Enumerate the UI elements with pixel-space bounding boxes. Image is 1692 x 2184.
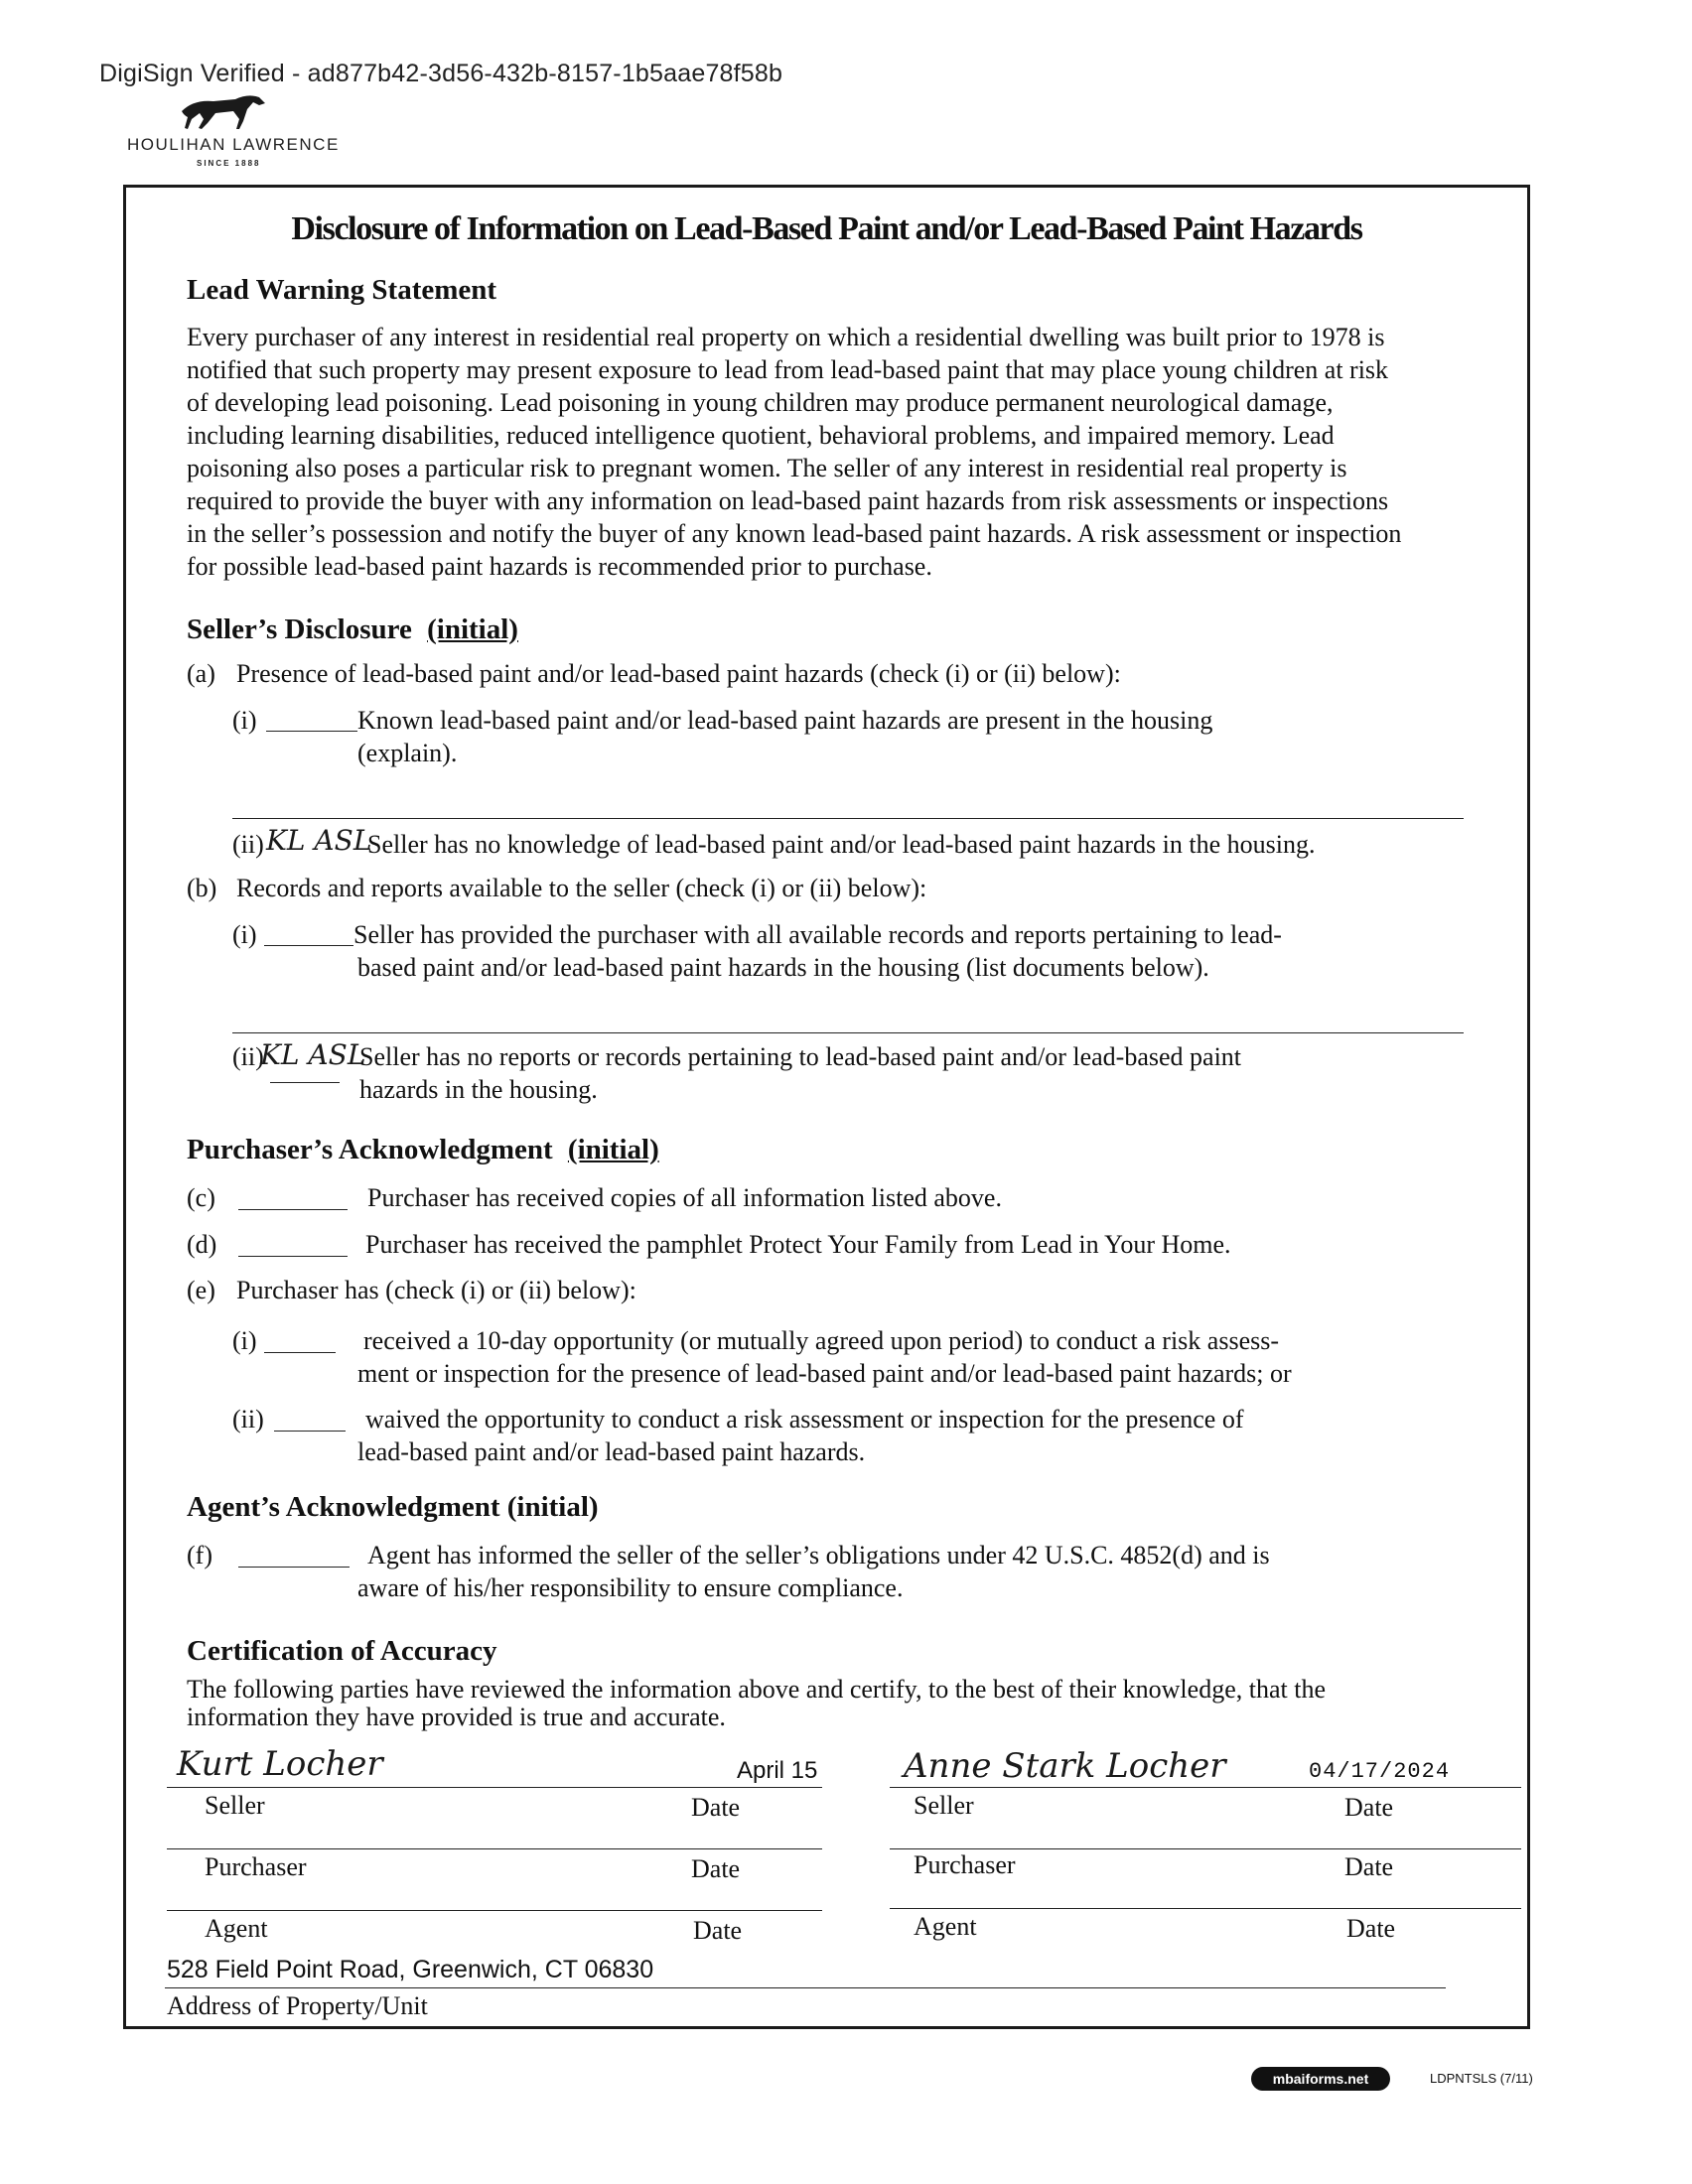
seller-signature-line-left[interactable] <box>167 1787 822 1788</box>
certification-heading: Certification of Accuracy <box>187 1635 497 1667</box>
date-label-right-1: Date <box>1344 1793 1394 1822</box>
lead-warning-paragraph <box>187 321 1517 583</box>
property-address-line[interactable] <box>165 1987 1446 1988</box>
purchaser-ack-heading <box>187 1134 659 1166</box>
item-b-text: Records and reports available to the seller (check (i) or (ii) below): <box>236 874 927 902</box>
item-e-label: (e) <box>187 1276 215 1304</box>
item-b-ii-initials: KL ASL <box>260 1038 366 1071</box>
item-a-i-text-line1: Known lead-based paint and/or lead-based paint hazards are present in the housing <box>357 706 1213 735</box>
purchaser-label-left: Purchaser <box>205 1852 307 1881</box>
item-a-ii-label: (ii) <box>232 830 264 859</box>
agent-label-right: Agent <box>914 1912 977 1941</box>
item-a-label: (a) <box>187 659 215 688</box>
seller-date-right: 04/17/2024 <box>1309 1759 1451 1784</box>
purchaser-label-right: Purchaser <box>914 1850 1016 1879</box>
item-b-ii-label: (ii) <box>232 1042 264 1071</box>
item-a-ii-initials: KL ASL <box>266 824 372 857</box>
certification-text-line2: information they have provided is true and accurate. <box>187 1703 726 1731</box>
item-c-initial-blank[interactable] <box>238 1209 348 1210</box>
seller-heading-text: Seller’s Disclosure <box>187 614 412 645</box>
agent-signature-line-right[interactable] <box>890 1908 1521 1909</box>
date-label-right-3: Date <box>1346 1914 1396 1943</box>
lead-warning-line: for possible lead-based paint hazards is recommended prior to purchase. <box>187 552 932 581</box>
purchaser-heading-text: Purchaser’s Acknowledgment <box>187 1134 553 1165</box>
item-f-text-line2: aware of his/her responsibility to ensure compliance. <box>357 1573 904 1602</box>
lead-warning-line: poisoning also poses a particular risk to pregnant women. The seller of any interest in residential real property is <box>187 454 1347 482</box>
lead-warning-heading: Lead Warning Statement <box>187 274 497 306</box>
brand-name: HOULIHAN LAWRENCE <box>127 135 340 154</box>
seller-signature-line-right[interactable] <box>890 1787 1521 1788</box>
seller-heading-tag: (initial) <box>427 614 518 645</box>
certification-text <box>187 1676 1326 1731</box>
seller-signature-right: Anne Stark Locher <box>904 1746 1226 1786</box>
item-a-text: Presence of lead-based paint and/or lead-based paint hazards (check (i) or (ii) below): <box>236 659 1121 688</box>
item-b-i-text-line1: Seller has provided the purchaser with all available records and reports pertaining to lead- <box>353 920 1282 949</box>
mbaiforms-badge: mbaiforms.net <box>1251 2067 1390 2091</box>
item-b-list-documents-line[interactable] <box>232 1032 1464 1033</box>
item-b-ii-initial-blank <box>270 1082 340 1083</box>
item-a-explain-line[interactable] <box>232 818 1464 819</box>
item-b-i-label: (i) <box>232 920 257 949</box>
lead-warning-line: of developing lead poisoning. Lead poisoning in young children may produce permanent neurological damage, <box>187 388 1334 417</box>
lead-warning-line: required to provide the buyer with any information on lead-based paint hazards from risk assessments or inspections <box>187 486 1389 515</box>
item-a-i-text-line2: (explain). <box>357 739 458 767</box>
lead-warning-line: in the seller’s possession and notify the buyer of any known lead-based paint hazards. A risk assessment or inspection <box>187 519 1402 548</box>
item-d-initial-blank[interactable] <box>238 1256 348 1257</box>
item-b-i-initial-blank[interactable] <box>264 945 353 946</box>
date-label-left-2: Date <box>691 1854 741 1883</box>
lead-warning-line: including learning disabilities, reduced intelligence quotient, behavioral problems, and impaired memory. Lead <box>187 421 1335 450</box>
item-a-i-initial-blank[interactable] <box>266 731 357 732</box>
item-d-text: Purchaser has received the pamphlet Protect Your Family from Lead in Your Home. <box>365 1230 1231 1259</box>
agent-signature-line-left[interactable] <box>167 1910 822 1911</box>
item-e-i-initial-blank[interactable] <box>264 1352 336 1353</box>
item-b-ii-text-line2: hazards in the housing. <box>359 1075 598 1104</box>
item-e-ii-label: (ii) <box>232 1405 264 1433</box>
item-b-label: (b) <box>187 874 217 902</box>
agent-ack-heading: Agent’s Acknowledgment (initial) <box>187 1491 599 1523</box>
property-address-value: 528 Field Point Road, Greenwich, CT 06830 <box>167 1956 654 1983</box>
form-code: LDPNTSLS (7/11) <box>1430 2071 1533 2086</box>
item-e-i-label: (i) <box>232 1326 257 1355</box>
seller-disclosure-heading <box>187 614 518 646</box>
certification-text-line1: The following parties have reviewed the information above and certify, to the best of their knowledge, that the <box>187 1675 1326 1704</box>
lead-warning-line: notified that such property may present exposure to lead from lead-based paint that may place young children at risk <box>187 355 1389 384</box>
seller-label-left: Seller <box>205 1791 265 1820</box>
date-label-left-3: Date <box>693 1916 743 1945</box>
item-c-text: Purchaser has received copies of all information listed above. <box>367 1183 1002 1212</box>
item-c-label: (c) <box>187 1183 215 1212</box>
date-label-right-2: Date <box>1344 1852 1394 1881</box>
lead-warning-line: Every purchaser of any interest in residential real property on which a residential dwelling was built prior to 1978 is <box>187 323 1385 351</box>
horse-icon <box>174 89 273 131</box>
item-e-text: Purchaser has (check (i) or (ii) below): <box>236 1276 636 1304</box>
item-f-label: (f) <box>187 1541 212 1570</box>
seller-signature-left: Kurt Locher <box>177 1744 383 1784</box>
purchaser-heading-tag: (initial) <box>567 1134 659 1165</box>
item-e-i-text-line2: ment or inspection for the presence of lead-based paint and/or lead-based paint hazards; or <box>357 1359 1292 1388</box>
item-d-label: (d) <box>187 1230 217 1259</box>
seller-date-left: April 15 <box>737 1757 818 1784</box>
document-title: Disclosure of Information on Lead-Based Paint and/or Lead-Based Paint Hazards <box>291 210 1362 247</box>
item-f-initial-blank[interactable] <box>238 1567 350 1568</box>
date-label-left-1: Date <box>691 1793 741 1822</box>
item-b-i-text-line2: based paint and/or lead-based paint hazards in the housing (list documents below). <box>357 953 1209 982</box>
item-e-ii-text-line1: waived the opportunity to conduct a risk assessment or inspection for the presence of <box>365 1405 1244 1433</box>
purchaser-signature-line-left[interactable] <box>167 1848 822 1849</box>
seller-label-right: Seller <box>914 1791 974 1820</box>
item-a-ii-text: Seller has no knowledge of lead-based paint and/or lead-based paint hazards in the housing. <box>367 830 1316 859</box>
item-b-ii-text-line1: Seller has no reports or records pertaining to lead-based paint and/or lead-based paint <box>359 1042 1242 1071</box>
property-address-label: Address of Property/Unit <box>167 1991 428 2020</box>
item-f-text-line1: Agent has informed the seller of the seller’s obligations under 42 U.S.C. 4852(d) and is <box>367 1541 1270 1570</box>
digisign-verification: DigiSign Verified - ad877b42-3d56-432b-8157-1b5aae78f58b <box>99 60 783 87</box>
item-e-i-text-line1: received a 10-day opportunity (or mutually agreed upon period) to conduct a risk assess- <box>363 1326 1279 1355</box>
agent-label-left: Agent <box>205 1914 268 1943</box>
item-e-ii-initial-blank[interactable] <box>274 1431 346 1432</box>
item-e-ii-text-line2: lead-based paint and/or lead-based paint hazards. <box>357 1437 866 1466</box>
item-a-i-label: (i) <box>232 706 257 735</box>
brand-since: SINCE 1888 <box>197 159 261 168</box>
